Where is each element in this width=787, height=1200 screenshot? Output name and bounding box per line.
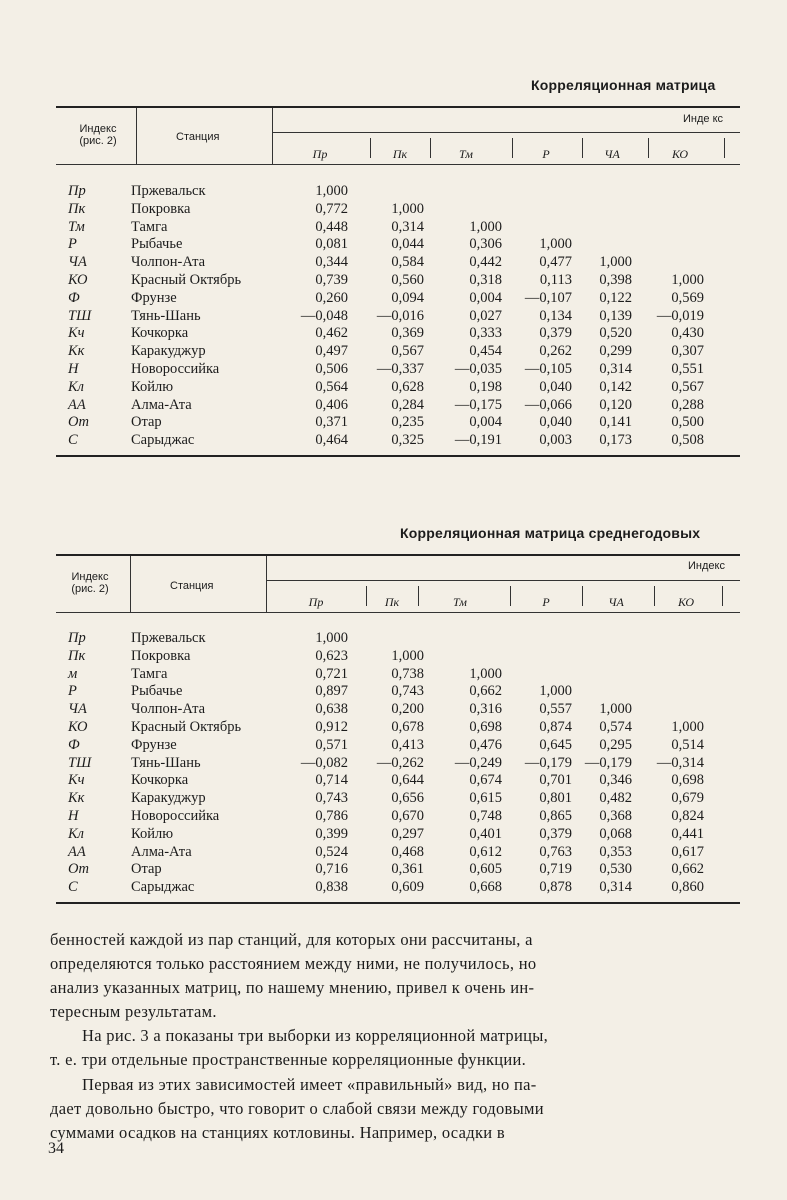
row-value: —0,179 bbox=[584, 754, 632, 771]
row-value: 0,442 bbox=[469, 254, 502, 271]
row-value: 0,346 bbox=[599, 772, 632, 789]
row-station: Рыбачье bbox=[131, 683, 183, 700]
row-value: 0,368 bbox=[599, 808, 632, 824]
row-index: Пр bbox=[68, 183, 86, 199]
row-value: 0,379 bbox=[539, 325, 572, 342]
row-value: 0,288 bbox=[671, 396, 704, 413]
row-value: 0,399 bbox=[315, 825, 348, 842]
row-value: —0,191 bbox=[454, 432, 502, 449]
table1-index-group-header: Инде кс bbox=[683, 113, 724, 125]
row-index: Пк bbox=[68, 647, 86, 664]
row-value: 0,912 bbox=[315, 719, 348, 735]
row-station: Пржевальск bbox=[131, 183, 206, 199]
row-value: 0,333 bbox=[469, 325, 502, 342]
row-value: 1,000 bbox=[671, 719, 704, 735]
row-value: 0,520 bbox=[599, 325, 632, 342]
table2-index-header: Индекс (рис. 2) bbox=[71, 571, 109, 595]
row-value: 0,284 bbox=[391, 396, 424, 413]
row-index: Тм bbox=[68, 218, 85, 235]
row-value: 0,044 bbox=[391, 236, 424, 253]
table-row bbox=[0, 378, 787, 396]
row-value: 0,786 bbox=[315, 808, 348, 824]
table-row bbox=[0, 253, 787, 271]
row-value: 0,874 bbox=[539, 719, 572, 735]
row-value: —0,262 bbox=[376, 754, 424, 771]
table2-header-divider bbox=[130, 556, 131, 612]
row-value: 0,530 bbox=[599, 861, 632, 878]
row-index: Кч bbox=[68, 325, 85, 342]
row-index: Кк bbox=[68, 343, 85, 360]
row-value: 0,448 bbox=[315, 218, 348, 235]
row-value: 0,662 bbox=[469, 683, 502, 700]
row-value: 0,139 bbox=[599, 307, 632, 324]
row-station: Сарыджаc bbox=[131, 432, 195, 449]
row-value: 1,000 bbox=[599, 701, 632, 718]
row-value: 0,656 bbox=[391, 790, 424, 807]
row-value: 0,662 bbox=[671, 861, 704, 878]
row-value: 0,668 bbox=[469, 879, 502, 896]
row-value: 0,314 bbox=[599, 879, 632, 896]
row-station: Сарыджас bbox=[131, 879, 195, 896]
table-row bbox=[0, 647, 787, 665]
row-index: Н bbox=[68, 808, 79, 824]
row-value: 0,772 bbox=[315, 200, 348, 217]
table1-subheader-rule bbox=[272, 132, 740, 133]
row-value: 0,369 bbox=[391, 325, 424, 342]
row-value: 0,295 bbox=[599, 736, 632, 753]
table1-col-divider bbox=[648, 138, 649, 158]
row-value: 0,371 bbox=[315, 414, 348, 431]
row-station: Тамга bbox=[131, 665, 168, 682]
row-value: —0,066 bbox=[524, 396, 572, 413]
row-value: 0,314 bbox=[391, 218, 424, 235]
row-index: Ф bbox=[68, 289, 80, 306]
table-row bbox=[0, 860, 787, 878]
row-station: Койлю bbox=[131, 825, 174, 842]
row-value: 0,406 bbox=[315, 396, 348, 413]
row-value: 1,000 bbox=[315, 183, 348, 199]
row-value: 0,482 bbox=[599, 790, 632, 807]
row-value: —0,179 bbox=[524, 754, 572, 771]
row-value: 1,000 bbox=[391, 200, 424, 217]
row-value: 0,068 bbox=[599, 825, 632, 842]
row-station: Тянь-Шань bbox=[131, 754, 201, 771]
row-value: 0,027 bbox=[469, 307, 502, 324]
row-value: 0,198 bbox=[469, 378, 502, 395]
row-index: КО bbox=[68, 272, 88, 288]
row-value: 0,454 bbox=[469, 343, 502, 360]
row-value: 0,142 bbox=[599, 378, 632, 395]
table1-header-divider bbox=[136, 108, 137, 164]
table-row bbox=[0, 431, 787, 449]
row-value: 0,430 bbox=[671, 325, 704, 342]
row-value: 0,441 bbox=[671, 825, 704, 842]
row-value: 0,719 bbox=[539, 861, 572, 878]
row-value: 1,000 bbox=[391, 647, 424, 664]
table-row bbox=[0, 235, 787, 253]
row-value: 0,477 bbox=[539, 254, 572, 271]
table2-header-divider bbox=[266, 556, 267, 612]
row-value: 0,644 bbox=[391, 772, 424, 789]
row-value: 0,738 bbox=[391, 665, 424, 682]
row-station: Каракуджур bbox=[131, 790, 206, 807]
row-value: 0,506 bbox=[315, 361, 348, 377]
row-value: 0,609 bbox=[391, 879, 424, 896]
row-index: Пр bbox=[68, 630, 86, 646]
row-station: Чолпон-Ата bbox=[131, 254, 206, 271]
row-value: 0,462 bbox=[315, 325, 348, 342]
row-station: Рыбачье bbox=[131, 236, 183, 253]
row-value: 0,865 bbox=[539, 808, 572, 824]
row-index: С bbox=[68, 879, 78, 896]
row-index: Пк bbox=[68, 200, 86, 217]
table-row bbox=[0, 413, 787, 431]
row-value: 0,120 bbox=[599, 396, 632, 413]
row-value: 0,500 bbox=[671, 414, 704, 431]
row-value: 0,497 bbox=[315, 343, 348, 360]
table-row bbox=[0, 807, 787, 825]
table2-bottom-rule bbox=[56, 902, 740, 904]
table1-col-divider bbox=[582, 138, 583, 158]
row-value: 0,113 bbox=[539, 272, 572, 288]
table2-col-divider bbox=[722, 586, 723, 606]
row-station: Кочкорка bbox=[131, 772, 189, 789]
table-row bbox=[0, 396, 787, 414]
row-index: АА bbox=[68, 843, 86, 860]
table2-col-header: КО bbox=[677, 595, 695, 609]
row-value: 0,040 bbox=[539, 414, 572, 431]
row-value: 0,314 bbox=[599, 361, 632, 377]
row-value: 0,200 bbox=[391, 701, 424, 718]
table-row bbox=[0, 342, 787, 360]
row-index: ТШ bbox=[68, 754, 92, 771]
row-value: 0,763 bbox=[539, 843, 572, 860]
row-station: Алма-Ата bbox=[131, 396, 192, 413]
row-value: 0,262 bbox=[539, 343, 572, 360]
row-index: Кл bbox=[68, 825, 84, 842]
row-value: —0,337 bbox=[376, 361, 424, 377]
row-station: Покровка bbox=[131, 647, 191, 664]
row-value: 0,325 bbox=[391, 432, 424, 449]
row-value: 0,514 bbox=[671, 736, 704, 753]
row-value: 0,679 bbox=[671, 790, 704, 807]
row-value: 0,605 bbox=[469, 861, 502, 878]
row-value: 0,299 bbox=[599, 343, 632, 360]
row-station: Фрунзе bbox=[131, 289, 177, 306]
table2-col-header: Пк bbox=[384, 595, 400, 609]
row-value: 0,361 bbox=[391, 861, 424, 878]
table-row bbox=[0, 271, 787, 289]
table-row bbox=[0, 718, 787, 736]
table1-header-bottom-rule bbox=[56, 164, 740, 165]
row-value: 0,260 bbox=[315, 289, 348, 306]
row-station: Новороссийка bbox=[131, 808, 220, 824]
table2-caption: Корреляционная матрица среднегодовых bbox=[400, 525, 701, 541]
row-value: 1,000 bbox=[539, 236, 572, 253]
table2-col-header: Пр bbox=[308, 595, 324, 609]
table-row bbox=[0, 182, 787, 200]
row-value: 1,000 bbox=[469, 218, 502, 235]
row-station: Тянь-Шань bbox=[131, 307, 201, 324]
row-value: 0,612 bbox=[469, 843, 502, 860]
row-value: 0,743 bbox=[315, 790, 348, 807]
row-value: 0,567 bbox=[391, 343, 424, 360]
row-station: Койлю bbox=[131, 378, 174, 395]
row-value: 0,897 bbox=[315, 683, 348, 700]
row-index: Н bbox=[68, 361, 79, 377]
row-value: 0,134 bbox=[539, 307, 572, 324]
table1-col-header: КО bbox=[671, 147, 689, 161]
row-value: 0,748 bbox=[469, 808, 502, 824]
row-station: Фрунзе bbox=[131, 736, 177, 753]
table-row bbox=[0, 771, 787, 789]
table-row bbox=[0, 360, 787, 378]
table2-col-header: Р bbox=[542, 595, 550, 609]
row-value: 0,714 bbox=[315, 772, 348, 789]
table2-subheader-rule bbox=[266, 580, 740, 581]
table2-col-divider bbox=[654, 586, 655, 606]
row-value: 0,297 bbox=[391, 825, 424, 842]
row-value: 0,560 bbox=[391, 272, 424, 288]
row-index: С bbox=[68, 432, 78, 449]
table-row bbox=[0, 789, 787, 807]
row-value: 0,617 bbox=[671, 843, 704, 860]
row-value: 0,739 bbox=[315, 272, 348, 288]
row-value: 1,000 bbox=[539, 683, 572, 700]
row-index: Ф bbox=[68, 736, 80, 753]
table2-col-divider bbox=[366, 586, 367, 606]
table-row bbox=[0, 700, 787, 718]
row-value: 0,476 bbox=[469, 736, 502, 753]
row-value: 1,000 bbox=[671, 272, 704, 288]
row-index: ТШ bbox=[68, 307, 92, 324]
row-value: 0,628 bbox=[391, 378, 424, 395]
paragraph-3: Первая из этих зависимостей имеет «правильный» вид, но па- дает довольно быстро, что говорит о слабой связи между годовыми суммами осадков на станциях котловины. Например, осадки в bbox=[50, 1075, 544, 1142]
row-value: 0,801 bbox=[539, 790, 572, 807]
row-value: 0,623 bbox=[315, 647, 348, 664]
row-index: Кл bbox=[68, 378, 84, 395]
table-row bbox=[0, 665, 787, 683]
row-value: —0,035 bbox=[454, 361, 502, 377]
row-value: 0,141 bbox=[599, 414, 632, 431]
row-value: 0,878 bbox=[539, 879, 572, 896]
row-index: Р bbox=[68, 236, 77, 253]
table-row bbox=[0, 825, 787, 843]
row-value: 0,413 bbox=[391, 736, 424, 753]
row-value: 0,716 bbox=[315, 861, 348, 878]
row-index: Кч bbox=[68, 772, 85, 789]
table1-col-divider bbox=[512, 138, 513, 158]
row-index: ЧА bbox=[68, 254, 87, 271]
row-value: —0,019 bbox=[656, 307, 704, 324]
table1-col-header: ЧА bbox=[604, 147, 620, 161]
table-row bbox=[0, 736, 787, 754]
row-value: —0,249 bbox=[454, 754, 502, 771]
row-station: Отар bbox=[131, 414, 162, 431]
table1-col-header: Тм bbox=[459, 147, 473, 161]
row-index: Р bbox=[68, 683, 77, 700]
table1-index-header: Индекс (рис. 2) bbox=[79, 123, 117, 147]
row-value: 0,564 bbox=[315, 378, 348, 395]
row-value: 0,464 bbox=[315, 432, 348, 449]
table-row bbox=[0, 754, 787, 772]
row-value: 0,674 bbox=[469, 772, 502, 789]
row-value: 0,353 bbox=[599, 843, 632, 860]
row-value: 0,173 bbox=[599, 432, 632, 449]
table-row bbox=[0, 324, 787, 342]
row-value: 1,000 bbox=[469, 665, 502, 682]
table1-header-divider bbox=[272, 108, 273, 164]
row-station: Пржевальск bbox=[131, 630, 206, 646]
row-value: 0,743 bbox=[391, 683, 424, 700]
row-value: 0,824 bbox=[671, 808, 704, 824]
row-value: 0,698 bbox=[671, 772, 704, 789]
row-value: 0,040 bbox=[539, 378, 572, 395]
row-value: 0,344 bbox=[315, 254, 348, 271]
row-station: Тамга bbox=[131, 218, 168, 235]
row-value: 0,571 bbox=[315, 736, 348, 753]
row-value: —0,048 bbox=[300, 307, 348, 324]
table2-header-bottom-rule bbox=[56, 612, 740, 613]
table1-col-divider bbox=[430, 138, 431, 158]
row-station: Покровка bbox=[131, 200, 191, 217]
table-row bbox=[0, 307, 787, 325]
row-station: Чолпон-Ата bbox=[131, 701, 206, 718]
table2-col-header: ЧА bbox=[608, 595, 624, 609]
row-value: 0,638 bbox=[315, 701, 348, 718]
row-station: Красный Октябрь bbox=[131, 272, 242, 288]
row-value: 0,306 bbox=[469, 236, 502, 253]
table1-col-header: Пр bbox=[312, 147, 328, 161]
row-index: м bbox=[68, 665, 78, 682]
row-value: 0,081 bbox=[315, 236, 348, 253]
row-value: —0,082 bbox=[300, 754, 348, 771]
row-index: КО bbox=[68, 719, 88, 735]
row-index: АА bbox=[68, 396, 86, 413]
row-station: Новороссийка bbox=[131, 361, 220, 377]
row-value: 0,003 bbox=[539, 432, 572, 449]
row-value: 0,318 bbox=[469, 272, 502, 288]
row-value: 0,567 bbox=[671, 378, 704, 395]
table1-col-header: Пк bbox=[392, 147, 408, 161]
table1-station-header: Станция bbox=[176, 131, 220, 143]
row-value: 0,574 bbox=[599, 719, 632, 735]
row-value: —0,016 bbox=[376, 307, 424, 324]
row-value: 0,316 bbox=[469, 701, 502, 718]
table-row bbox=[0, 218, 787, 236]
table1-col-header: Р bbox=[542, 147, 550, 161]
row-value: 0,004 bbox=[469, 289, 502, 306]
row-value: 0,524 bbox=[315, 843, 348, 860]
table-row bbox=[0, 682, 787, 700]
table1-col-divider bbox=[724, 138, 725, 158]
table2-col-divider bbox=[582, 586, 583, 606]
row-index: От bbox=[68, 414, 89, 431]
row-station: Красный Октябрь bbox=[131, 719, 242, 735]
row-value: 0,670 bbox=[391, 808, 424, 824]
table2-col-divider bbox=[510, 586, 511, 606]
table-row bbox=[0, 200, 787, 218]
row-value: 1,000 bbox=[315, 630, 348, 646]
row-value: 0,557 bbox=[539, 701, 572, 718]
table2-col-divider bbox=[418, 586, 419, 606]
row-index: Кк bbox=[68, 790, 85, 807]
row-value: 0,698 bbox=[469, 719, 502, 735]
row-value: 0,838 bbox=[315, 879, 348, 896]
row-value: —0,314 bbox=[656, 754, 704, 771]
table2-index-group-header: Индекс bbox=[688, 560, 725, 572]
page-number: 34 bbox=[48, 1140, 64, 1157]
table-row bbox=[0, 843, 787, 861]
row-value: 0,307 bbox=[671, 343, 704, 360]
row-value: 0,508 bbox=[671, 432, 704, 449]
row-value: —0,107 bbox=[524, 289, 572, 306]
row-station: Каракуджур bbox=[131, 343, 206, 360]
row-index: ЧА bbox=[68, 701, 87, 718]
table1-top-rule bbox=[56, 106, 740, 108]
row-station: Кочкорка bbox=[131, 325, 189, 342]
row-value: 0,468 bbox=[391, 843, 424, 860]
paragraph-1: бенностей каждой из пар станций, для которых они рассчитаны, а определяются только расстоянием между ними, не получилось, но анализ указанных матриц, по нашему мнению, привел к очень ин- тересным результатам. bbox=[50, 930, 537, 1021]
table2-station-header: Станция bbox=[170, 580, 214, 592]
table-row bbox=[0, 289, 787, 307]
row-value: 0,094 bbox=[391, 289, 424, 306]
row-value: —0,175 bbox=[454, 396, 502, 413]
row-value: 0,004 bbox=[469, 414, 502, 431]
row-station: Отар bbox=[131, 861, 162, 878]
row-value: 0,122 bbox=[599, 289, 632, 306]
paragraph-2: На рис. 3 а показаны три выборки из корреляционной матрицы, т. е. три отдельные пространственные корреляционные функции. bbox=[50, 1026, 549, 1069]
row-value: 0,645 bbox=[539, 736, 572, 753]
row-value: 0,569 bbox=[671, 289, 704, 306]
row-value: 0,615 bbox=[469, 790, 502, 807]
row-value: 0,379 bbox=[539, 825, 572, 842]
row-value: 0,701 bbox=[539, 772, 572, 789]
row-value: 0,721 bbox=[315, 665, 348, 682]
table1-caption: Корреляционная матрица bbox=[531, 77, 716, 93]
row-value: 0,678 bbox=[391, 719, 424, 735]
row-index: От bbox=[68, 861, 89, 878]
row-value: 0,860 bbox=[671, 879, 704, 896]
table2-top-rule bbox=[56, 554, 740, 556]
table-row bbox=[0, 878, 787, 896]
row-value: 0,398 bbox=[599, 272, 632, 288]
row-station: Алма-Ата bbox=[131, 843, 192, 860]
row-value: 0,235 bbox=[391, 414, 424, 431]
table-row bbox=[0, 629, 787, 647]
table1-bottom-rule bbox=[56, 455, 740, 457]
table2-col-header: Тм bbox=[453, 595, 467, 609]
row-value: 0,401 bbox=[469, 825, 502, 842]
row-value: 0,584 bbox=[391, 254, 424, 271]
table1-col-divider bbox=[370, 138, 371, 158]
row-value: 0,551 bbox=[671, 361, 704, 377]
row-value: —0,105 bbox=[524, 361, 572, 377]
row-value: 1,000 bbox=[599, 254, 632, 271]
